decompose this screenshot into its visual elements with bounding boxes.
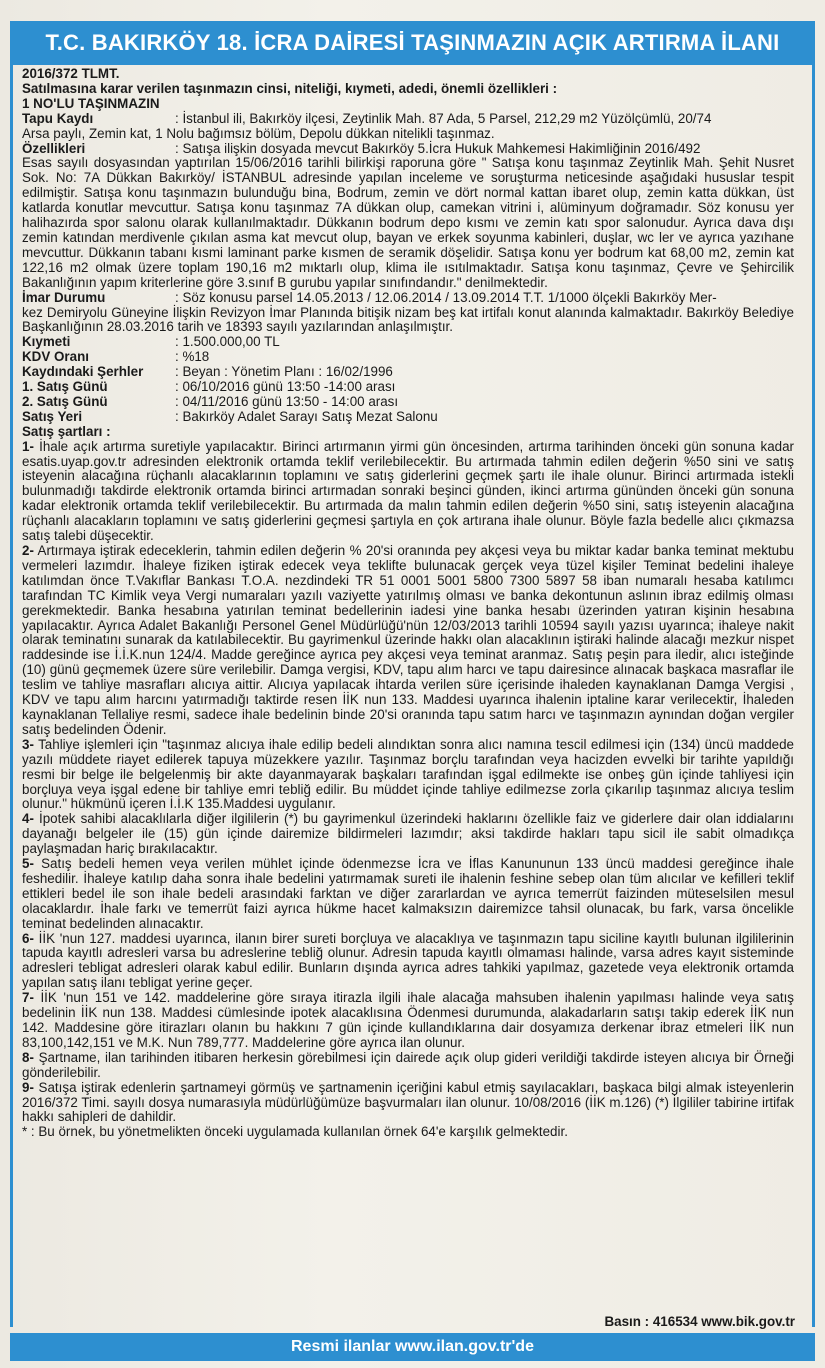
condition-item (22, 991, 794, 1051)
ozellik-value: : Satışa ilişkin dosyada mevcut Bakırköy 5.İcra Hukuk Mahkemesi Hakimliğinin 2016/492 (175, 140, 701, 156)
field-label: 2. Satış Günü (22, 393, 108, 409)
field-label: KDV Oranı (22, 349, 89, 365)
field-label: Satış Yeri (22, 408, 83, 424)
field-value: : 1.500.000,00 TL (175, 334, 280, 350)
condition-item (22, 544, 794, 738)
field-row (22, 410, 794, 425)
condition-text: İpotek sahibi alacaklılarla diğer ilgililerin (*) bu gayrimenkul üzerindeki haklarını özellikle faiz ve giderlere dair olan iddialarını dayanağı belgeler ile (15) gün içinde dairemize bildirmeleri lazımdır; aksi takdirde hakları tapu sicil ile sabit olmadıkça paylaşmadan hariç bırakılacaktır. (22, 811, 794, 857)
imar-continued: kez Demiryolu Güneyine İlişkin Revizyon İmar Planında bitişik nizam beş kat irtifalı konut alanında kalmaktadır. Bakırköy Belediye Başkanlığının 28.03.2016 tarih ve 18393 sayılı yazılarından anlaşılmıştır. (22, 304, 794, 335)
condition-number: 4- (22, 811, 34, 827)
field-row (22, 350, 794, 365)
ad-body (22, 67, 794, 1140)
field-row (22, 365, 794, 380)
condition-text: Artırmaya iştirak edeceklerin, tahmin edilen değerin % 20'si oranında pey akçesi veya bu miktar kadar banka teminat mektubu vermeleri lazımdır. İhaleye fiziken iştirak edecek veya teklifte bulunacak gerçek veya tüzel kişiler Teminat bedelini ihaleye katılımdan önce T.Vakıflar Bankası T.O.A. nezdindeki TR 51 0001 5001 5800 7300 5897 58 iban numaralı hesaba katılımcı tarafından TC Kimlik veya Vergi numaraları yazılı vaziyette yatırılmış olması ve banka dekontunun aslının ibraz edilmiş olması gerekmektedir. Banka hesabına yatırılan teminat bedellerinin iadesi yine banka hesabı üzerinden yatıran kişinin hesabına yapılacaktır. Ayrıca Adalet Bakanlığı Personel Genel Müdürlüğü'nün 12/03/2013 tarihli 10594 sayılı yazısı uyarınca; ihaleye nakit olarak teminatını sunarak da katılabilecektir. Bu gayrimenkul üzerinde hakkı olan alacaklının iştiraki halinde alacağı mezkur nispet raddesinde ise İ.İ.K.nun 124/4. Madde gereğince ayrıca pey akçesi veya teminat aranmaz. Satış peşin para iledir, alıcı isteğinde (10) günü geçmemek üzere süre verilebilir. Damga vergisi, KDV, tapu alım harcı ve tapu dairesince alınacak başkaca masraflar ile teslim ve tahliye masrafları alıcıya aittir. Alıcıya yapılacak ihtarda verilen süre içerisinde ihaleden kaynaklanan Damga Vergisi , KDV ve tapu alım harcını yatırmadığı taktirde resen İİK nun 133. Maddesi uyarınca ihalenin iptaline karar verilecektir, İhaleden kaynaklanan Tellaliye resmi, sadece ihale bedelinin binde 20'si oranında tapu satım harcı ve taşınmazın aynından doğan vergiler satış bedelinden Ödenir. (22, 543, 794, 737)
ozellik-row (22, 142, 794, 157)
field-value: : Beyan : Yönetim Planı : 16/02/1996 (175, 364, 393, 380)
condition-number: 1- (22, 438, 34, 454)
condition-text: İhale açık artırma suretiyle yapılacaktır. Birinci artırmanın yirmi gün öncesinden, artırma tarihinden önceki gün sonuna kadar esatis.uyap.gov.tr adresinden elektronik ortamda teklif verilebilecektir. Bu artırmada tahmin edilen değerin %50 sini ve satış isteyenin alacağına rüçhanlı alacaklarının toplamını ve satış giderlerini geçmek şartı ile ihale olunur. Birinci artırmada istekli bulunmadığı takdirde elektronik ortamda birinci artırmadan sonraki beşinci günden, ikinci artırma gününden önceki gün sonuna kadar elektronik ortamda teklif verilebilecektir. Bu artırmada da malın tahmin edilen değerin %50 sini, satış isteyenin alacağına rüçhanlı alacakların toplamını ve satış giderlerini geçmesi şartıyla en çok artırana ihale olunur. Böyle fazla bedelle alıcı çıkmazsa satış talebi düşecektir. (22, 438, 794, 544)
condition-text: Satış bedeli hemen veya verilen mühlet içinde ödenmezse İcra ve İflas Kanununun 133 üncü maddesi gereğince ihale feshedilir. İhaleye katılıp daha sonra ihale bedelini yatırmamak sureti ile ihalenin feshine sebep olan tüm alıcılar ve kefilleri teklif ettikleri bedel ile son ihale bedeli arasındaki farktan ve diğer zararlardan ve ayrıca temerrüt faizinden müteselsilen mesul olacaklardır. İhale farkı ve temerrüt faizi ayrıca hükme hacet kalmaksızın dairemizce tahsil olunacak, bu fark, varsa öncelikle teminat bedelinden alınacaktır. (22, 856, 794, 931)
subtitle: Satılmasına karar verilen taşınmazın cinsi, niteliği, kıymeti, adedi, önemli özellikleri : (22, 80, 558, 96)
tapu-row (22, 112, 794, 127)
ad-title-banner: T.C. BAKIRKÖY 18. İCRA DAİRESİ TAŞINMAZIN AÇIK ARTIRMA İLANI (10, 21, 815, 65)
field-value: : 06/10/2016 günü 13:50 -14:00 arası (175, 379, 396, 395)
condition-item (22, 440, 794, 544)
field-label: 1. Satış Günü (22, 379, 108, 395)
ozellik-continued: Esas sayılı dosyasından yaptırılan 15/06/2016 tarihli bilirkişi raporuna göre " Satışa konu taşınmaz Zeytinlik Mah. Şehit Nusret Sok. No: 7A Dükkan Bakırköy/ İSTANBUL adresinde yapılan inceleme ve soruşturma neticesinde aşağıdaki hususlar tespit edilmiştir. Satışa konu taşınmazın bulunduğu bina, Bodrum, zemin ve dört normal kattan ibaret olup, zemin katta dükkan, üst katlarda konutlar mevcuttur. Satışa konu taşınmaz 7A dükkan olup, camekan vitrini i, alüminyum doğramadır. Söz konusu yer halihazırda spor salonu olarak kullanılmaktadır. Dükkanın bodrum depo kısmı ve zemin katı spor salonudur. Ayrıca dava dışı zemin katından merdivenle çıkılan asma kat mevcut olup, bayan ve erkek soyunma kabinleri, duşlar, wc ler ve ayrıca yazıhane mevcuttur. Dükkanın tabanı kısmi laminant parke kısmen de seramik döşelidir. Satışa konu yer bodrum kat 68,00 m2, zemin kat 122,16 m2 olmak üzere toplam 190,16 m2 mıktarlı olup, klima ile ısıtılmaktadır. Satışa konu taşınmaz, Çevre ve Şehircilik Bakanlığının yapım kriterlerine göre 3.sınıf B gurubu yapılar sınıfındandır." denilmektedir. (22, 155, 794, 290)
field-row (22, 380, 794, 395)
condition-text: Satışa iştirak edenlerin şartnameyi görmüş ve şartnamenin içeriğini kabul etmiş sayılacakları, başkaca bilgi almak isteyenlerin 2016/372 Timi. sayılı dosya numarasıyla müdürlüğümüze başvurmaları ilan olunur. 10/08/2016 (İİK m.126) (*) İlgililer tabirine irtifak hakkı sahipleri de dahildir. (22, 1079, 794, 1125)
condition-number: 3- (22, 736, 34, 752)
ozellik-label: Özellikleri (22, 140, 86, 156)
condition-text: İİK 'nun 127. maddesi uyarınca, ilanın birer sureti borçluya ve alacaklıya ve taşınmazın tapu siciline kayıtlı bulunan ilgililerinin tapuda kayıtlı adresleri varsa bu adreslerine tebliğ olunur. Adresin tapuda kayıtlı olmaması halinde, varsa adres kayıt sisteminde adresleri tebligat adresleri olarak kabul edilir. Bunların dışında ayrıca adres tahkiki yapılmaz, gazetede veya elektronik ortamda yapılan satış ilanı tebligat yerine geçer. (22, 930, 794, 991)
tapu-value: : İstanbul ili, Bakırköy ilçesi, Zeytinlik Mah. 87 Ada, 5 Parsel, 212,29 m2 Yüzölçümlü, 20/74 (175, 110, 712, 126)
condition-item (22, 1051, 794, 1081)
condition-text: Tahliye işlemleri için "taşınmaz alıcıya ihale edilip bedeli alındıktan sonra alıcı namına tescil edilmesi için (134) üncü maddede yazılı müddete riayet edilerek tapuya müzekkere yazılır. Taşınmaz borçlu tarafından veya hacizden evvelki bir tarihte yapıldığı resmi bir belge ile belgelenmiş bir akte dayanmayarak başkaları tarafından işgal edilmekte ise onbeş gün içinde tahliyesi için borçluya veya işgal edene bir tahliye emri tebliğ edilir. Bu müddet içinde tahliye edilmezse zorla çıkarılıp taşınmaz alıcıya teslim olunur." hükmünü içeren İ.İ.K 135.Maddesi uygulanır. (22, 736, 794, 812)
condition-number: 7- (22, 990, 34, 1006)
field-label: Kaydındaki Şerhler (22, 364, 144, 380)
condition-item (22, 932, 794, 992)
condition-number: 6- (22, 930, 34, 946)
condition-item (22, 812, 794, 857)
condition-item (22, 857, 794, 932)
footnote: * : Bu örnek, bu yönetmelikten önceki uygulamada kullanılan örnek 64'e karşılık gelmektedir. (22, 1124, 568, 1140)
sartlar-label: Satış şartları : (22, 423, 111, 439)
imar-value: : Söz konusu parsel 14.05.2013 / 12.06.2014 / 13.09.2014 T.T. 1/1000 ölçekli Bakırköy Mer- (175, 289, 717, 305)
condition-number: 9- (22, 1079, 34, 1095)
condition-number: 8- (22, 1049, 34, 1065)
condition-number: 5- (22, 856, 34, 872)
imar-label: İmar Durumu (22, 289, 106, 305)
tapu-continued: Arsa paylı, Zemin kat, 1 Nolu bağımsız bölüm, Depolu dükkan nitelikli taşınmaz. (22, 125, 495, 141)
field-value: : 04/11/2016 günü 13:50 - 14:00 arası (175, 393, 399, 409)
condition-text: İİK 'nun 151 ve 142. maddelerine göre sıraya itirazla ilgili ihale alacağa mahsuben ihalenin yapılması halinde veya satış bedelinin İİK nun 138. Maddesi cümlesinde ipotek alacaklısına Ödenmesi durumunda, alakadarların satışı takip ederek İİK nun 142. Maddesine göre itirazları olanın bu hakkını 7 gün içinde kullandıklarına dair dosyamıza derkenar ibraz etmeleri İİK nun 83,100,142,151 ve M.K. Nun 789,777. Maddelerine göre ayrıca ilan olunur. (22, 990, 794, 1050)
condition-text: Şartname, ilan tarihinden itibaren herkesin görebilmesi için dairede açık olup gideri verildiği takdirde isteyen alıcıya bir Örneği gönderilebilir. (22, 1049, 794, 1080)
press-code: Basın : 416534 www.bik.gov.tr (604, 1314, 795, 1329)
field-row (22, 395, 794, 410)
footer-banner: Resmi ilanlar www.ilan.gov.tr'de (10, 1333, 815, 1361)
item-title: 1 NO'LU TAŞINMAZIN (22, 95, 160, 111)
field-value: : %18 (175, 349, 210, 365)
condition-item (22, 1081, 794, 1126)
field-row (22, 335, 794, 350)
imar-row (22, 291, 794, 306)
field-value: : Bakırköy Adalet Sarayı Satış Mezat Salonu (175, 408, 438, 424)
tapu-label: Tapu Kaydı (22, 110, 94, 126)
field-label: Kıymeti (22, 334, 71, 350)
file-number: 2016/372 TLMT. (22, 66, 120, 81)
condition-number: 2- (22, 543, 34, 558)
condition-item (22, 738, 794, 813)
